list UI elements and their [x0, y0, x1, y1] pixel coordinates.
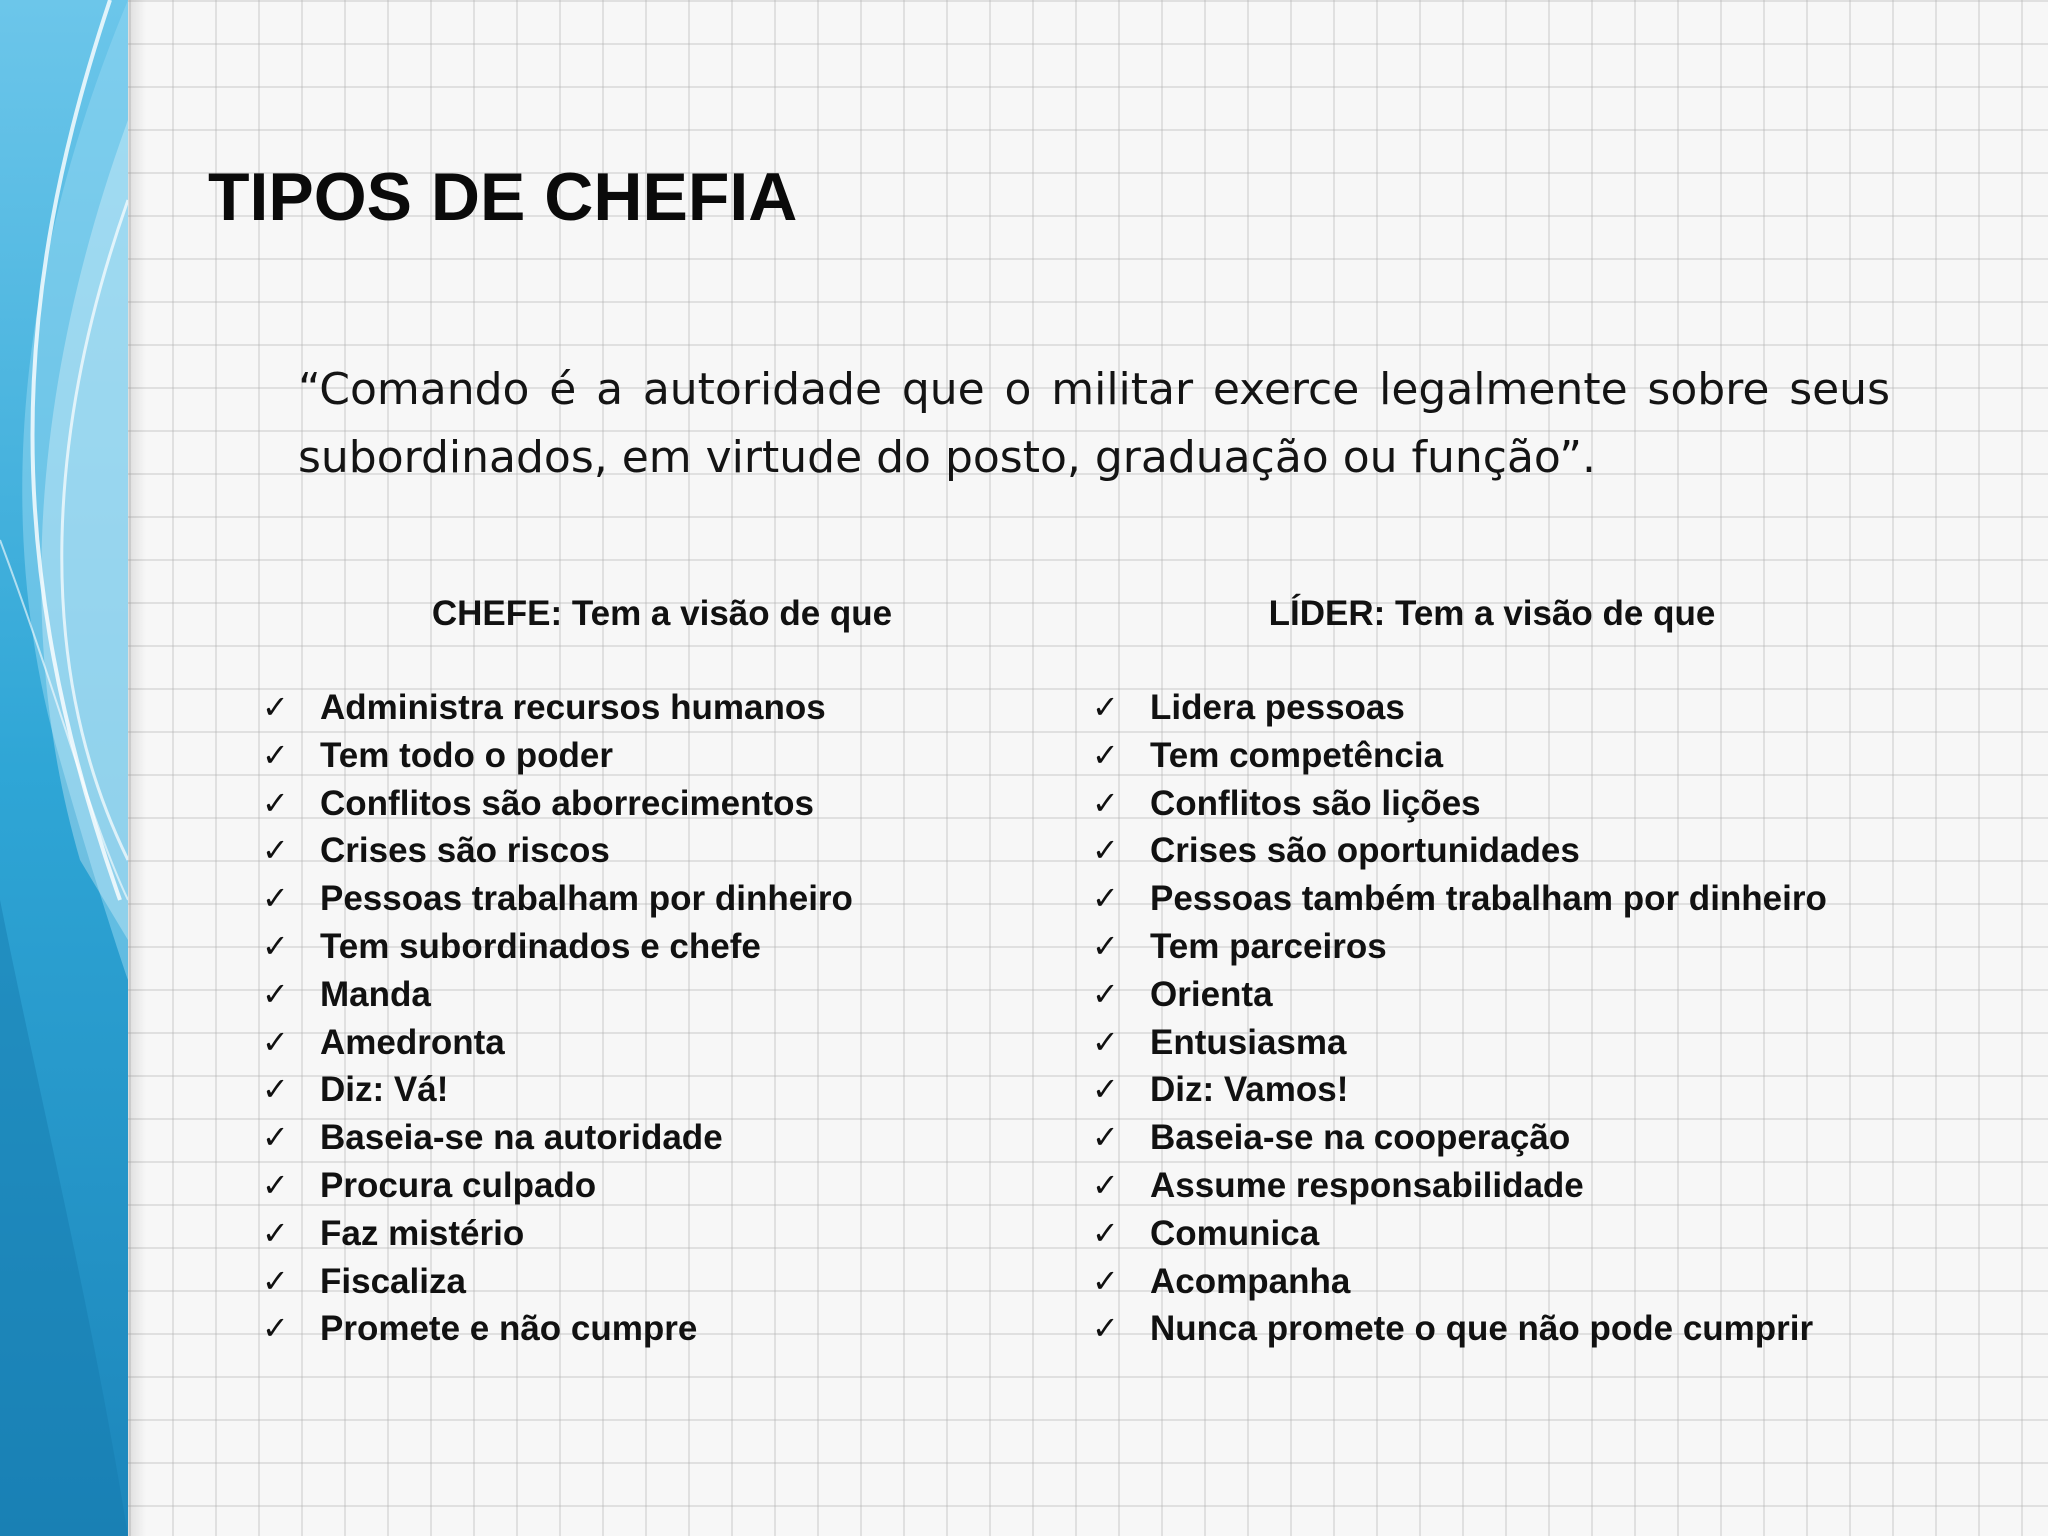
- list-item: [1092, 1019, 1952, 1067]
- list-item: [1092, 923, 1952, 971]
- check-icon: ✓: [1092, 831, 1119, 870]
- lider-column: [1092, 590, 1952, 1353]
- list-item-label: Administra recursos humanos: [320, 688, 826, 727]
- list-item-label: Tem parceiros: [1150, 926, 1387, 966]
- list-item: [1092, 780, 1952, 828]
- chefe-column: [262, 590, 1062, 1353]
- list-item: [1092, 827, 1952, 875]
- list-item: [1092, 1305, 1952, 1353]
- check-icon: ✓: [262, 1309, 289, 1348]
- lider-header: LÍDER: Tem a visão de que: [1268, 594, 1716, 633]
- list-item-label: Tem competência: [1150, 735, 1444, 775]
- check-icon: ✓: [262, 1213, 289, 1252]
- side-band-shadow: [128, 0, 146, 1536]
- list-item: [1092, 875, 1952, 923]
- list-item: [1092, 1162, 1952, 1210]
- list-item: [1092, 1210, 1952, 1258]
- slide-title: TIPOS DE CHEFIA: [208, 159, 798, 235]
- list-item-label: Fiscaliza: [320, 1261, 466, 1301]
- check-icon: ✓: [1092, 1118, 1119, 1157]
- check-icon: ✓: [1092, 1261, 1119, 1300]
- check-icon: ✓: [262, 974, 289, 1013]
- check-icon: ✓: [1092, 1213, 1119, 1252]
- list-item: [262, 923, 1062, 971]
- list-item: [1092, 1258, 1952, 1306]
- check-icon: ✓: [262, 1261, 289, 1300]
- quote-text: “Comando é a autoridade que o militar exerce legalmente sobre seus subordinados, em virtude do posto, graduação ou função”.: [298, 364, 1890, 483]
- list-item-label: Tem subordinados e chefe: [320, 926, 761, 966]
- check-icon: ✓: [262, 879, 289, 918]
- check-icon: ✓: [1092, 1070, 1119, 1109]
- list-item: [262, 1305, 1062, 1353]
- list-item-label: Acompanha: [1150, 1261, 1351, 1301]
- decorative-side-band: [0, 0, 128, 1536]
- list-item-label: Diz: Vá!: [320, 1070, 449, 1110]
- lider-list: [1092, 684, 1952, 1353]
- list-item-label: Crises são oportunidades: [1150, 831, 1580, 871]
- list-item: [262, 732, 1062, 780]
- list-item: [262, 1258, 1062, 1306]
- check-icon: ✓: [262, 783, 289, 822]
- check-icon: ✓: [1092, 1165, 1119, 1204]
- list-item: [1092, 1114, 1952, 1162]
- list-item-label: Assume responsabilidade: [1150, 1165, 1584, 1205]
- list-item-label: Orienta: [1150, 974, 1273, 1014]
- list-item: [262, 1019, 1062, 1067]
- check-icon: ✓: [1092, 688, 1119, 726]
- list-item: [262, 875, 1062, 923]
- check-icon: ✓: [262, 1165, 289, 1204]
- check-icon: ✓: [262, 1070, 289, 1109]
- list-item: [262, 1066, 1062, 1114]
- list-item-label: Nunca promete o que não pode cumprir: [1150, 1309, 1814, 1349]
- list-item: [1092, 732, 1952, 780]
- list-item-label: Procura culpado: [320, 1165, 597, 1205]
- check-icon: ✓: [1092, 783, 1119, 822]
- list-item: [262, 1210, 1062, 1258]
- chefe-header: CHEFE: Tem a visão de que: [431, 594, 893, 633]
- list-item-label: Conflitos são aborrecimentos: [320, 783, 814, 823]
- list-item: [262, 1162, 1062, 1210]
- list-item-label: Promete e não cumpre: [320, 1309, 698, 1349]
- list-item-label: Diz: Vamos!: [1150, 1070, 1349, 1110]
- check-icon: ✓: [1092, 735, 1119, 774]
- check-icon: ✓: [1092, 1309, 1119, 1348]
- list-item-label: Comunica: [1150, 1213, 1320, 1253]
- list-item-label: Baseia-se na autoridade: [320, 1118, 723, 1158]
- check-icon: ✓: [1092, 879, 1119, 918]
- list-item: [262, 1114, 1062, 1162]
- list-item: [262, 684, 1062, 732]
- list-item-label: Pessoas também trabalham por dinheiro: [1150, 879, 1827, 919]
- list-item: [262, 827, 1062, 875]
- check-icon: ✓: [262, 926, 289, 965]
- check-icon: ✓: [262, 831, 289, 870]
- check-icon: ✓: [1092, 926, 1119, 965]
- side-band-waves-graphic: [0, 0, 128, 1536]
- list-item-label: Crises são riscos: [320, 831, 610, 871]
- list-item-label: Entusiasma: [1150, 1022, 1347, 1062]
- list-item-label: Lidera pessoas: [1150, 688, 1405, 727]
- list-item-label: Faz mistério: [320, 1213, 525, 1253]
- list-item: [1092, 971, 1952, 1019]
- list-item: [262, 971, 1062, 1019]
- check-icon: ✓: [262, 735, 289, 774]
- check-icon: ✓: [262, 1118, 289, 1157]
- check-icon: ✓: [262, 688, 289, 726]
- check-icon: ✓: [1092, 974, 1119, 1013]
- list-item-label: Baseia-se na cooperação: [1150, 1118, 1571, 1158]
- list-item: [1092, 1066, 1952, 1114]
- list-item: [262, 780, 1062, 828]
- list-item: [1092, 684, 1952, 732]
- check-icon: ✓: [262, 1022, 289, 1061]
- list-item-label: Pessoas trabalham por dinheiro: [320, 879, 853, 919]
- list-item-label: Manda: [320, 974, 431, 1014]
- list-item-label: Conflitos são lições: [1150, 783, 1481, 823]
- check-icon: ✓: [1092, 1022, 1119, 1061]
- list-item-label: Amedronta: [320, 1022, 505, 1062]
- list-item-label: Tem todo o poder: [320, 735, 613, 775]
- chefe-list: [262, 684, 1062, 1353]
